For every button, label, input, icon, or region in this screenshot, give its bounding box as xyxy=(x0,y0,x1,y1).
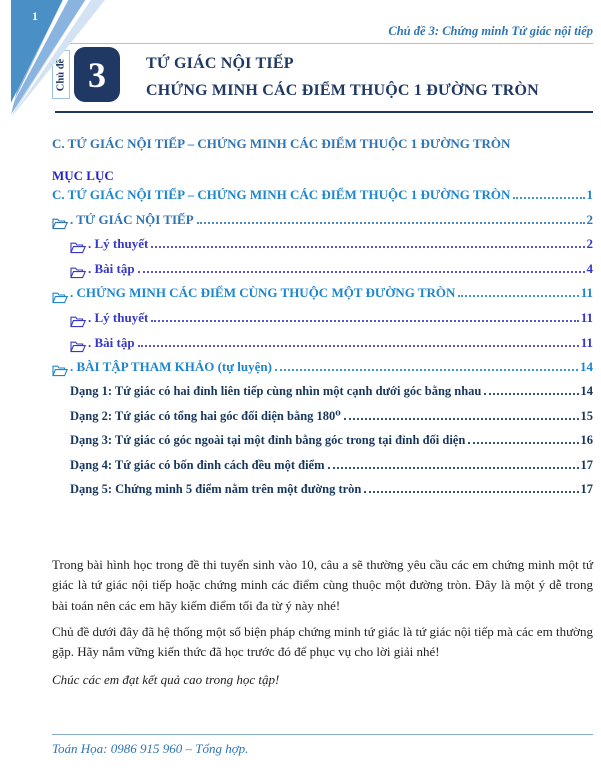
toc-page-number: 2 xyxy=(586,236,593,252)
toc-leader xyxy=(328,467,579,469)
toc-leader xyxy=(344,418,579,420)
toc-entry-label: . BÀI TẬP THAM KHẢO (tự luyện) xyxy=(70,359,272,375)
toc-page-number: 17 xyxy=(580,482,593,497)
toc-page-number: 11 xyxy=(580,285,593,301)
toc-page-number: 4 xyxy=(586,260,593,276)
toc-page-number: 11 xyxy=(580,309,593,325)
toc-entry-label: Dạng 1: Tứ giác có hai đỉnh liên tiếp cùng nhìn một cạnh dưới góc bằng nhau xyxy=(70,383,482,398)
toc-heading: MỤC LỤC xyxy=(52,168,114,183)
toc-leader xyxy=(151,246,584,248)
corner-decoration xyxy=(11,0,105,118)
folder-open-icon xyxy=(70,316,86,328)
toc-leader xyxy=(138,345,579,347)
toc-entry[interactable] xyxy=(52,335,593,360)
folder-open-icon xyxy=(52,292,68,304)
toc-page-number: 16 xyxy=(580,432,593,447)
toc-entry[interactable] xyxy=(52,261,593,286)
toc-entry[interactable] xyxy=(52,236,593,261)
folder-open-icon xyxy=(52,365,68,377)
toc-page-number: 17 xyxy=(580,457,593,472)
toc-page-number: 15 xyxy=(580,409,593,424)
chapter-label: Chủ đề xyxy=(55,58,67,91)
closing-note: Chúc các em đạt kết quả cao trong học tập! xyxy=(52,671,280,687)
chapter-title-line1: TỨ GIÁC NỘI TIẾP xyxy=(146,55,294,72)
table-of-contents xyxy=(52,187,593,507)
folder-open-icon xyxy=(52,218,68,230)
toc-entry-label: Dạng 5: Chứng minh 5 điểm nằm trên một đường tròn xyxy=(70,482,362,497)
toc-leader xyxy=(138,271,585,273)
toc-page-number: 14 xyxy=(580,359,593,375)
body-paragraph-1: Trong bài hình học trong đề thi tuyển sinh vào 10, câu a sẽ thường yêu cầu các em chứng minh một tứ giác là tứ giác nội tiếp hoặc chứng minh các điểm cùng thuộc một đường tròn. Đây là một ý dễ trong bài toán nên các em hãy kiếm điểm tối đa từ ý này nhé! xyxy=(52,556,593,613)
toc-leader xyxy=(513,197,584,199)
toc-entry-label: . Bài tập xyxy=(88,260,135,276)
toc-entry[interactable] xyxy=(52,285,593,310)
toc-entry-label: Dạng 2: Tứ giác có tổng hai góc đối diện bằng 180⁰ xyxy=(70,409,341,424)
chapter-title-line2: CHỨNG MINH CÁC ĐIỂM THUỘC 1 ĐƯỜNG TRÒN xyxy=(146,82,539,99)
folder-open-icon xyxy=(70,242,86,254)
page-number: 1 xyxy=(32,9,38,23)
toc-entry-label: . TỨ GIÁC NỘI TIẾP xyxy=(70,211,194,227)
toc-entry-label: Dạng 3: Tứ giác có góc ngoài tại một đỉnh bằng góc trong tại đỉnh đối diện xyxy=(70,432,466,447)
toc-leader xyxy=(458,295,578,297)
toc-entry-label: . Lý thuyết xyxy=(88,309,149,325)
toc-entry-label: . Lý thuyết xyxy=(88,236,149,252)
body-paragraph-2: Chủ đề dưới đây đã hệ thống một số biện pháp chứng minh tứ giác là tứ giác nội tiếp mà các em thường gặp. Hãy nắm vững kiến thức đã học trước đó để phục vụ cho lời giải nhé! xyxy=(52,623,593,660)
toc-entry[interactable] xyxy=(52,359,593,384)
chapter-title-block xyxy=(52,47,539,104)
folder-open-icon xyxy=(70,267,86,279)
toc-leader xyxy=(364,491,578,493)
toc-entry[interactable] xyxy=(52,458,593,483)
toc-leader xyxy=(468,442,578,444)
toc-page-number: 1 xyxy=(586,187,593,202)
running-header: Chủ đề 3: Chứng minh Tứ giác nội tiếp xyxy=(388,24,593,38)
toc-entry[interactable] xyxy=(52,212,593,237)
toc-entry[interactable] xyxy=(52,187,593,212)
toc-page-number: 14 xyxy=(580,383,593,398)
footer-rule xyxy=(52,734,593,735)
toc-page-number: 2 xyxy=(586,211,593,227)
chapter-title xyxy=(146,47,539,104)
toc-leader xyxy=(197,222,585,224)
folder-open-icon xyxy=(70,341,86,353)
header-rule xyxy=(55,43,593,44)
section-heading: C. TỨ GIÁC NỘI TIẾP – CHỨNG MINH CÁC ĐIỂM THUỘC 1 ĐƯỜNG TRÒN xyxy=(52,136,511,151)
toc-entry[interactable] xyxy=(52,433,593,458)
toc-entry-label: C. TỨ GIÁC NỘI TIẾP – CHỨNG MINH CÁC ĐIỂM THUỘC 1 ĐƯỜNG TRÒN xyxy=(52,187,511,202)
toc-entry[interactable] xyxy=(52,384,593,409)
toc-page-number: 11 xyxy=(580,334,593,350)
toc-leader xyxy=(275,369,578,371)
toc-entry[interactable] xyxy=(52,408,593,433)
toc-leader xyxy=(484,393,578,395)
toc-entry[interactable] xyxy=(52,482,593,507)
toc-entry-label: . CHỨNG MINH CÁC ĐIỂM CÙNG THUỘC MỘT ĐƯỜNG TRÒN xyxy=(70,285,456,301)
toc-entry-label: . Bài tập xyxy=(88,334,135,350)
chapter-number: 3 xyxy=(88,54,106,95)
title-rule xyxy=(55,111,593,113)
footer-text: Toán Họa: 0986 915 960 – Tổng hợp. xyxy=(52,741,249,756)
page-content xyxy=(52,136,593,688)
toc-entry-label: Dạng 4: Tứ giác có bốn đỉnh cách đều một điểm xyxy=(70,457,325,472)
toc-entry[interactable] xyxy=(52,310,593,335)
toc-leader xyxy=(151,320,578,322)
